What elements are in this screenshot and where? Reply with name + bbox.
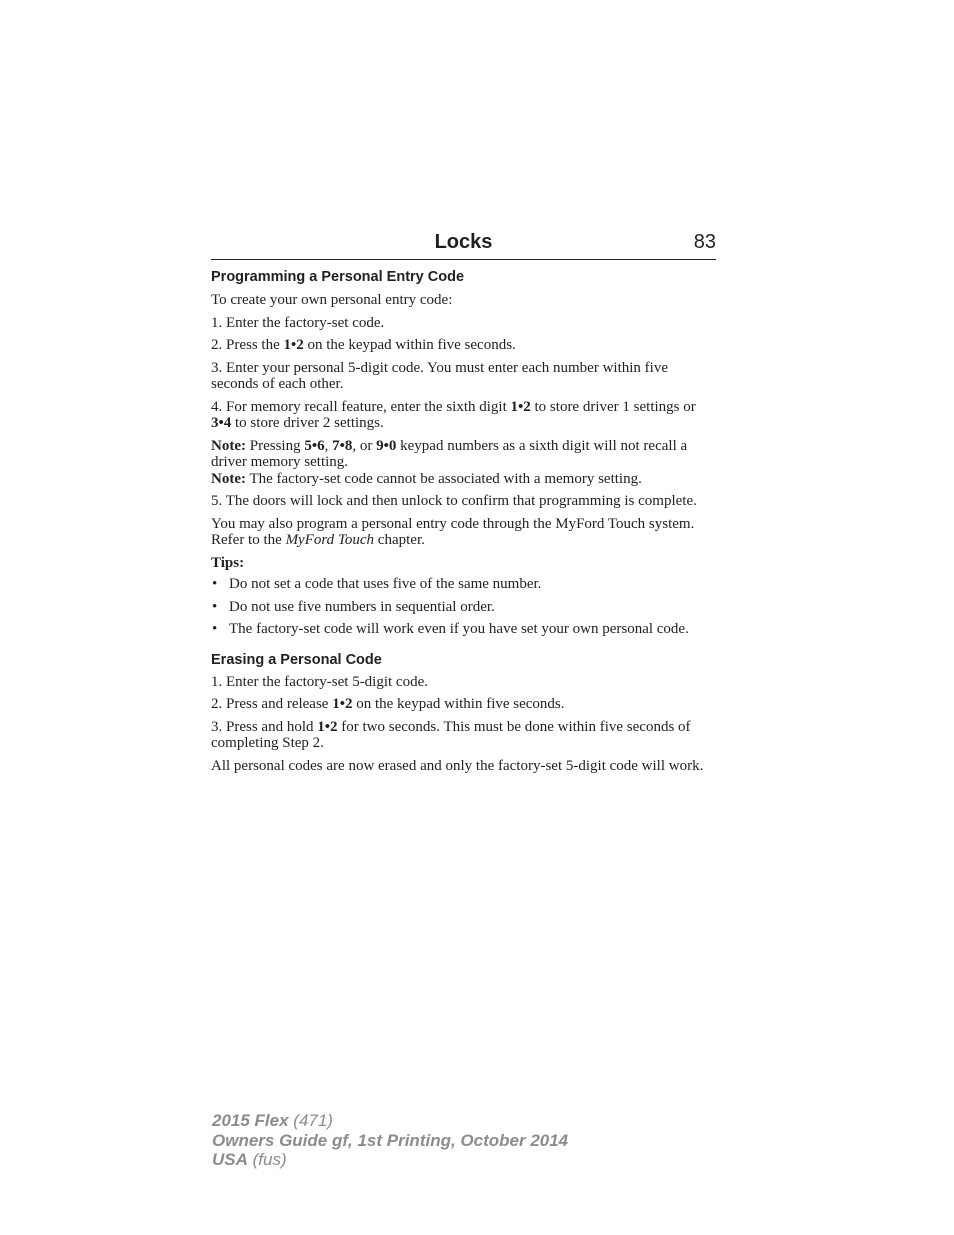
keypad-key: 1•2	[332, 696, 353, 712]
erasing-step-1: 1. Enter the factory-set 5-digit code.	[211, 673, 429, 690]
list-item: • Do not set a code that uses five of the same number.	[212, 576, 542, 592]
section-heading-erasing: Erasing a Personal Code	[211, 651, 382, 668]
page-footer	[212, 1111, 568, 1170]
programming-step-4: 4. For memory recall feature, enter the sixth digit 1•2 to store driver 1 settings or 3•4 to store driver 2 settings.	[211, 398, 696, 431]
intro-text: To create your own personal entry code:	[211, 292, 453, 308]
bullet-icon: •	[212, 598, 218, 615]
list-item: • Do not use five numbers in sequential order.	[212, 598, 495, 615]
section-heading-programming: Programming a Personal Entry Code	[211, 269, 465, 285]
keypad-key: 1•2	[283, 337, 304, 353]
erasing-step-3: 3. Press and hold 1•2 for two seconds. This must be done within five seconds of completing Step 2.	[211, 718, 691, 751]
keypad-key: 1•2	[317, 718, 338, 735]
footer-model: 2015 Flex (471)	[212, 1111, 333, 1130]
note-label: Note:	[211, 470, 246, 487]
note-memory-digits: Note: Pressing 5•6, 7•8, or 9•0 keypad numbers as a sixth digit will not recall a driver memory setting.	[211, 437, 688, 470]
keypad-key: 1•2	[510, 398, 531, 415]
tips-label: Tips:	[211, 554, 245, 571]
page-number: 83	[693, 231, 716, 253]
programming-step-5: 5. The doors will lock and then unlock to confirm that programming is complete.	[211, 493, 697, 509]
note-label: Note:	[211, 437, 246, 454]
programming-step-3: 3. Enter your personal 5-digit code. You must enter each number within five seconds of each other.	[211, 359, 668, 392]
chapter-reference: MyFord Touch	[285, 532, 375, 548]
chapter-title: Locks	[434, 231, 493, 253]
page-header	[211, 226, 716, 260]
manual-page	[211, 226, 716, 780]
bullet-icon: •	[212, 576, 218, 592]
myford-touch-text: You may also program a personal entry code through the MyFord Touch system. Refer to the MyFord Touch chapter.	[211, 515, 695, 548]
list-item: • The factory-set code will work even if you have set your own personal code.	[212, 621, 689, 637]
tips-list	[211, 576, 716, 638]
programming-step-1: 1. Enter the factory-set code.	[211, 314, 385, 331]
programming-step-2: 2. Press the 1•2 on the keypad within five seconds.	[211, 337, 516, 353]
footer-region: USA (fus)	[212, 1150, 287, 1169]
erasing-closing-text: All personal codes are now erased and only the factory-set 5-digit code will work.	[211, 757, 704, 774]
keypad-key: 3•4	[211, 415, 232, 431]
keypad-key: 7•8	[332, 437, 353, 454]
footer-guide: Owners Guide gf, 1st Printing, October 2014	[212, 1130, 569, 1150]
bullet-icon: •	[212, 621, 218, 637]
keypad-key: 9•0	[376, 437, 397, 454]
keypad-key: 5•6	[304, 437, 325, 454]
note-factory-code: Note: The factory-set code cannot be associated with a memory setting.	[211, 470, 642, 487]
erasing-step-2: 2. Press and release 1•2 on the keypad within five seconds.	[211, 696, 565, 712]
